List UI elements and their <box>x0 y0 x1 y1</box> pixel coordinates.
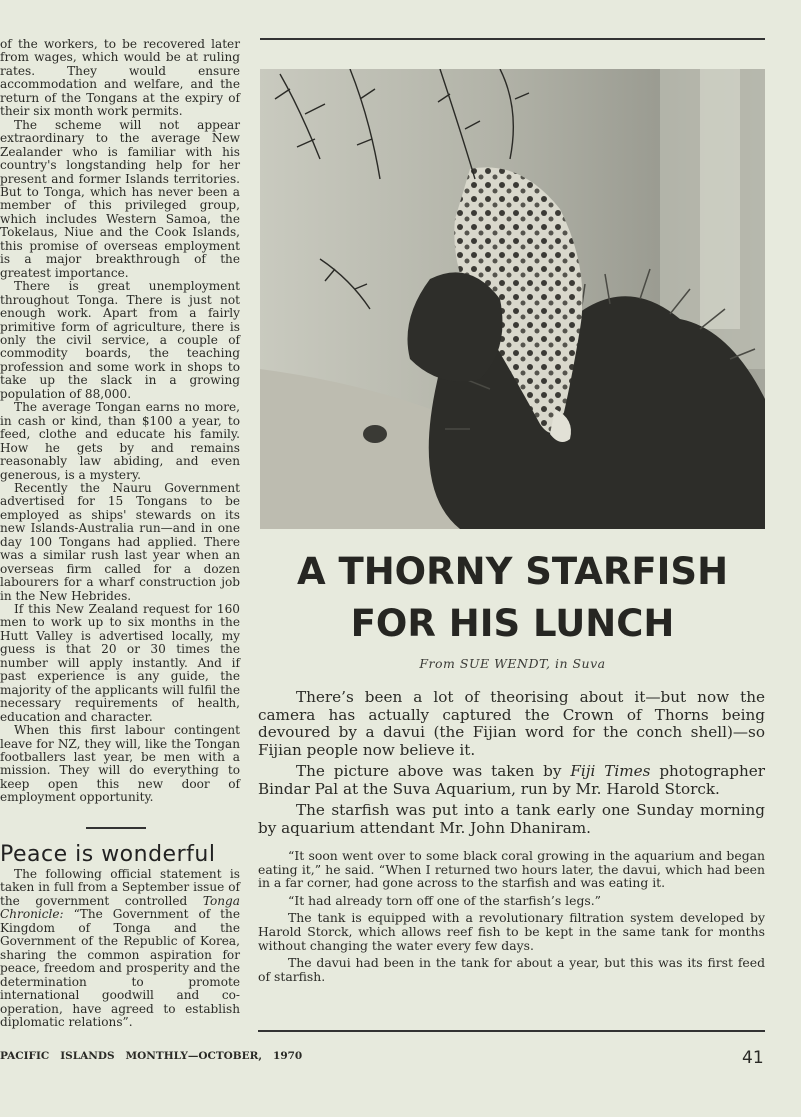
paragraph: The starfish was put into a tank early one Sunday morning by aquarium attendant Mr. John Dhaniram. <box>258 801 765 837</box>
bottom-rule <box>258 1030 765 1032</box>
paragraph: The scheme will not appear extraordinary to the average New Zealander who is familiar with his country's longstanding help for her present and former Islands territories. But to Tonga, which has never been a member of this privileged group, which includes Western Samoa, the Tokelaus, Niue and the Cook Islands, this promise of overseas employment is a major breakthrough of the greatest importance. <box>0 117 240 280</box>
paragraph: There’s been a lot of theorising about it—but now the camera has actually captured the Crown of Thorns being devoured by a davui (the Fijian word for the conch shell)—so Fijian people now believe it. <box>258 688 765 759</box>
paragraph: of the workers, to be recovered later from wages, which would be at ruling rates. They would ensure accommodation and welfare, and the return of the Tongans at the expiry of their six month work permits. <box>0 37 240 119</box>
text: The picture above was taken by <box>296 762 571 780</box>
newspaper-name: Fiji Times <box>570 762 651 780</box>
page-footer <box>0 1048 801 1068</box>
text: photographer Bindar Pal at the Suva Aquarium, run by Mr. Harold Storck. <box>258 762 765 798</box>
paragraph <box>258 763 765 798</box>
article-body <box>258 849 765 987</box>
sidebar-text: “The Government of the Kingdom of Tonga and the Government of the Republic of Korea, sharing the common aspiration for peace, freedom and prosperity and the determination to promote international goodwill and co-operation, have agreed to establish diplomatic relations”. <box>0 907 240 1029</box>
sidebar-text: The following official statement is taken in full from a September issue of the government controlled <box>0 867 240 908</box>
paragraph: “It had already torn off one of the starfish’s legs.” <box>288 892 602 908</box>
paragraph: There is great unemployment throughout Tonga. There is just not enough work. Apart from a fairly primitive form of agriculture, there is only the civil service, a couple of commodity boards, the teaching profession and some work in shops to take up the slack in a growing population of 88,000. <box>0 279 240 401</box>
paragraph: The tank is equipped with a revolutionary filtration system developed by Harold Storck, which allows reef fish to be kept in the same tank for months without changing the water every few days. <box>258 910 765 953</box>
section-divider <box>86 827 146 829</box>
paragraph: Recently the Nauru Government advertised for 15 Tongans to be employed as ships' stewards on its new Islands-Australia run—and in one day 100 Tongans had applied. There was a similar rush last year when an overseas firm called for a dozen labourers for a wharf construction job in the New Hebrides. <box>0 480 240 603</box>
paragraph: The average Tongan earns no more, in cash or kind, than $100 a year, to feed, clothe and educate his family. How he gets by and remains reasonably law abiding, and even generous, is a mystery. <box>0 400 240 482</box>
publication-name: Tonga Chronicle: <box>0 893 240 922</box>
left-column-text <box>0 38 240 805</box>
page-number: 41 <box>742 1048 764 1068</box>
top-rule <box>260 38 765 40</box>
sidebar-heading: Peace is wonderful <box>0 842 216 867</box>
lead-text <box>258 689 765 841</box>
article-headline <box>260 546 765 650</box>
sidebar-body <box>0 868 240 1029</box>
paragraph: When this first labour contingent leave for NZ, they will, like the Tongan footballers last year, be men with a mission. They will do everything to keep open this new door of employment opportunity. <box>0 723 240 805</box>
paragraph: If this New Zealand request for 160 men to work up to six months in the Hutt Valley is advertised locally, my guess is that 20 or 30 times the number will apply instantly. And if past experience is any guide, the majority of the applicants will fulfil the necessary requirements of health, education and character. <box>0 602 240 724</box>
paragraph: “It soon went over to some black coral growing in the aquarium and began eating it,” he said. “When I returned two hours later, the davui, which had been in a far corner, had gone across to the starfish and was eating it. <box>258 848 765 891</box>
photo-illustration <box>260 69 765 529</box>
publication-line: PACIFIC ISLANDS MONTHLY—OCTOBER, 1970 <box>0 1050 303 1062</box>
headline-line: FOR HIS LUNCH <box>350 602 675 645</box>
byline: From SUE WENDT, in Suva <box>419 656 606 671</box>
paragraph: The davui had been in the tank for about a year, but this was its first feed of starfish. <box>258 955 765 984</box>
headline-line: A THORNY STARFISH <box>296 550 729 593</box>
conch-starfish-photo <box>260 69 765 529</box>
